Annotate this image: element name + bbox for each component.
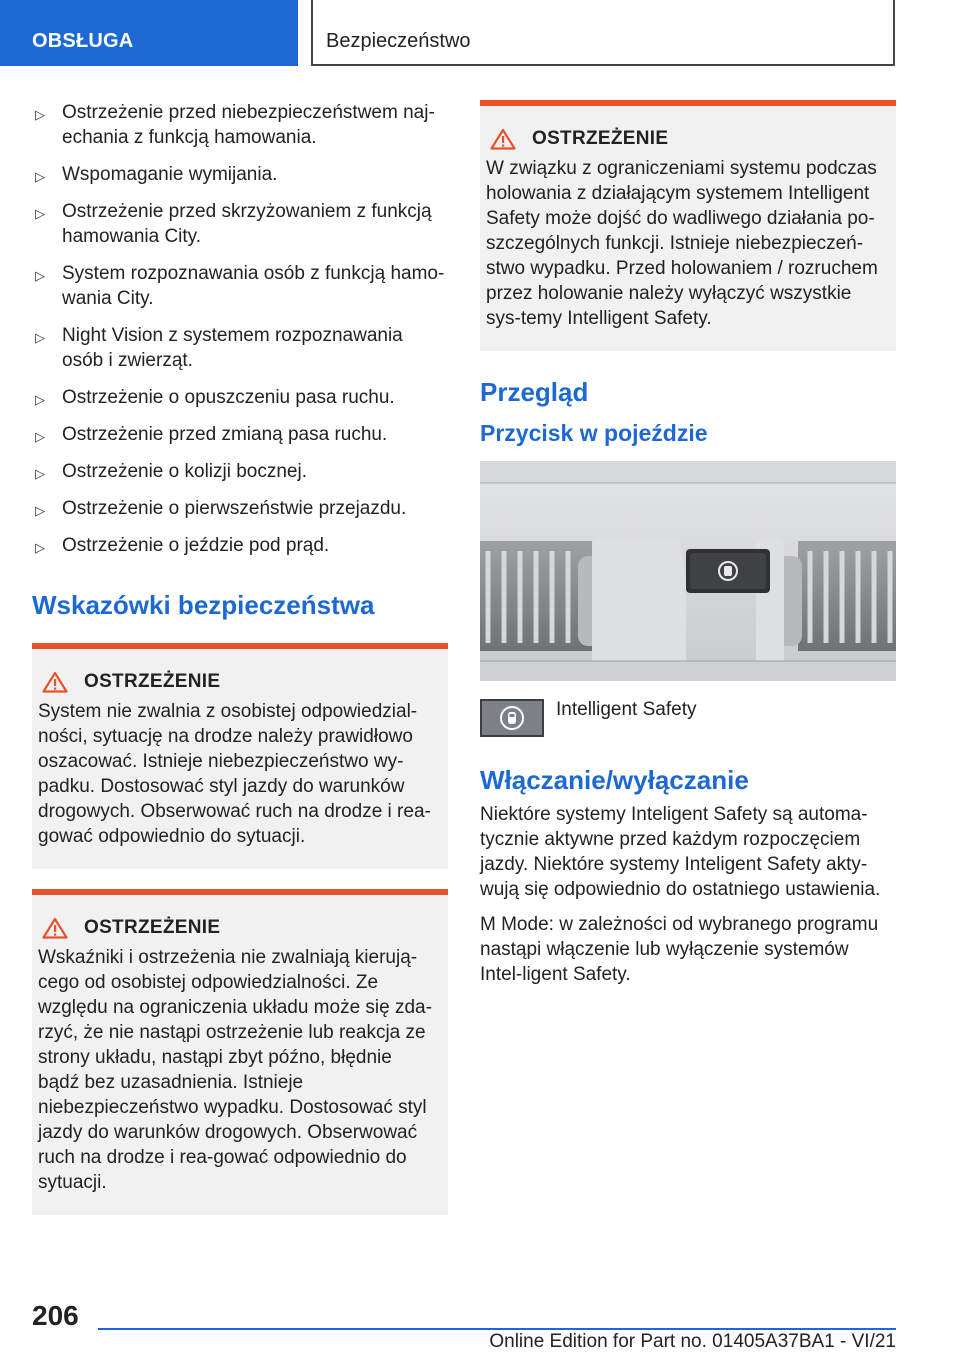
warning-triangle-icon bbox=[42, 671, 68, 693]
warning-triangle-icon bbox=[42, 917, 68, 939]
dashboard-vents-image bbox=[480, 461, 896, 681]
list-item: ▷ Ostrzeżenie o kolizji bocznej. bbox=[32, 459, 448, 484]
button-heading: Przycisk w pojeździe bbox=[480, 420, 708, 446]
system-list bbox=[32, 100, 448, 558]
safety-heading: Wskazówki bezpieczeństwa bbox=[32, 590, 375, 620]
warning-title: OSTRZEŻENIE bbox=[532, 128, 669, 149]
page-header bbox=[0, 0, 960, 66]
list-item: ▷ System rozpoznawania osób z funkcją hamo-wania City. bbox=[35, 263, 445, 309]
triangle-bullet-icon: ▷ bbox=[35, 392, 45, 407]
warning-text: System nie zwalnia z osobistej odpowiedzial-ności, sytuację na drodze należy prawidłowo oszacować. Istnieje niebezpieczeństwo wy-padku. Dostosować styl jazdy do warunków drogowych. Obserwować ruch na drodze i rea-gować odpowiednio do sytuacji. bbox=[38, 701, 431, 847]
list-item: ▷ Ostrzeżenie o jeździe pod prąd. bbox=[32, 533, 448, 558]
warning-text: W związku z ograniczeniami systemu podczas holowania z działającym systemem Intelligent Safety może dojść do wadliwego działania po-szczególnych funkcji. Istnieje niebezpieczeń-stwo wypadku. Przed holowaniem / rozruchem przez holowanie należy wyłączyć wszystkie sys-temy Intelligent Safety. bbox=[486, 158, 878, 329]
edition-label: Online Edition for Part no. 01405A37BA1 - VI/21 bbox=[489, 1331, 896, 1352]
warning-text: Wskaźniki i ostrzeżenia nie zwalniają kierują-cego od osobistej odpowiedzialności. Ze względu na ograniczenia układu może się zda-rzyć, że nie nastąpi ostrzeżenie lub reakcja ze strony układu, nastąpi zbyt późno, błędnie bądź bez uzasadnienia. Istnieje niebezpieczeństwo wypadku. Dostosować styl jazdy do warunków drogowych. Obserwować ruch na drodze i rea-gować odpowiednio do sytuacji. bbox=[38, 947, 432, 1193]
warning-title: OSTRZEŻENIE bbox=[84, 917, 221, 938]
triangle-bullet-icon: ▷ bbox=[35, 107, 45, 122]
triangle-bullet-icon: ▷ bbox=[35, 268, 45, 283]
triangle-bullet-icon: ▷ bbox=[35, 466, 45, 481]
body-paragraph: M Mode: w zależności od wybranego programu nastąpi włączenie lub wyłączenie systemów Intel-ligent Safety. bbox=[480, 914, 879, 985]
triangle-bullet-icon: ▷ bbox=[35, 503, 45, 518]
list-item: ▷ Ostrzeżenie przed zmianą pasa ruchu. bbox=[32, 422, 448, 447]
left-column bbox=[32, 100, 448, 1215]
footer-divider bbox=[98, 1328, 896, 1330]
list-item: ▷ Ostrzeżenie o opuszczeniu pasa ruchu. bbox=[32, 385, 448, 410]
overview-heading: Przegląd bbox=[480, 377, 589, 407]
right-column bbox=[480, 100, 896, 997]
button-caption: Intelligent Safety bbox=[556, 699, 697, 720]
caption-row bbox=[480, 699, 896, 737]
dashboard-photo bbox=[480, 461, 896, 681]
triangle-bullet-icon: ▷ bbox=[35, 540, 45, 555]
warning-triangle-icon bbox=[490, 128, 516, 150]
warning-title: OSTRZEŻENIE bbox=[84, 671, 221, 692]
triangle-bullet-icon: ▷ bbox=[35, 429, 45, 444]
list-item: ▷ Night Vision z systemem rozpoznawania osób i zwierząt. bbox=[35, 325, 403, 371]
warning-box bbox=[32, 889, 448, 1215]
list-item: ▷ Ostrzeżenie przed skrzyżowaniem z funkcją hamowania City. bbox=[35, 201, 432, 247]
triangle-bullet-icon: ▷ bbox=[35, 206, 45, 221]
intelligent-safety-button-icon bbox=[480, 699, 544, 737]
triangle-bullet-icon: ▷ bbox=[35, 330, 45, 345]
body-paragraph: Niektóre systemy Inteligent Safety są automa-tycznie aktywne przed każdym rozpoczęciem jazdy. Niektóre systemy Inteligent Safety akty-wują się odpowiednio do ostatniego ustawienia. bbox=[480, 804, 881, 900]
section-tab: OBSŁUGA bbox=[0, 0, 298, 66]
list-item: ▷ Ostrzeżenie przed niebezpieczeństwem naj-echania z funkcją hamowania. bbox=[35, 102, 435, 148]
page-number: 206 bbox=[32, 1300, 79, 1331]
onoff-heading: Włączanie/wyłączanie bbox=[480, 765, 749, 795]
triangle-bullet-icon: ▷ bbox=[35, 169, 45, 184]
list-item: ▷ Ostrzeżenie o pierwszeństwie przejazdu. bbox=[32, 496, 448, 521]
warning-box bbox=[480, 100, 896, 351]
chapter-tab: Bezpieczeństwo bbox=[311, 0, 895, 66]
warning-box bbox=[32, 643, 448, 869]
list-item: ▷ Wspomaganie wymijania. bbox=[32, 162, 448, 187]
